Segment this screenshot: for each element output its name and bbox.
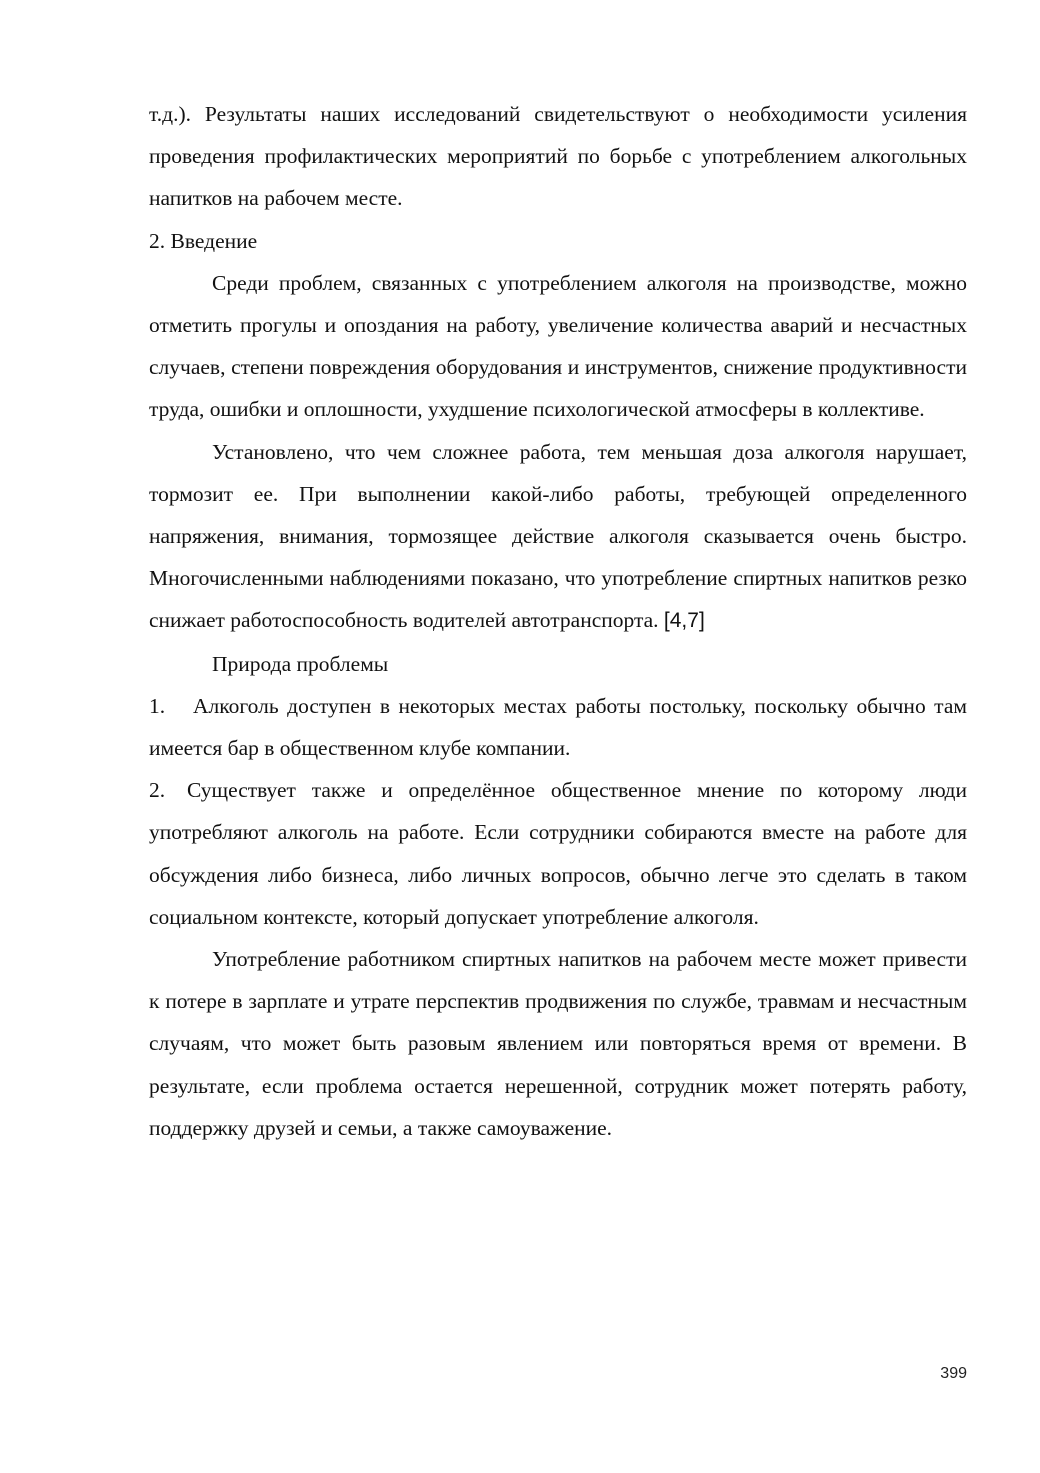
list-item-number: 1. — [149, 693, 166, 718]
paragraph-problems: Среди проблем, связанных с употреблением алкоголя на производстве, можно отметить прогулы и опоздания на работу, увеличение количества аварий и несчастных случаев, степени повреждения оборудования и инструментов, снижение продуктивности труда, ошибки и оплошности, ухудшение психологической атмосферы в коллективе. — [149, 270, 967, 422]
list-item-text: Существует также и определённое общественное мнение по которому люди употребляют алкоголь на работе. Если сотрудники собираются вместе на работе для обсуждения либо бизнеса, либо личных вопросов, обычно легче это сделать в таком социальном контексте, который допускает употребление алкоголя. — [149, 778, 967, 929]
document-body — [149, 93, 967, 1149]
list-item — [149, 685, 967, 769]
paragraph-consequences: Употребление работником спиртных напитков на рабочем месте может привести к потере в зарплате и утрате перспектив продвижения по службе, травмам и несчастным случаям, что может быть разовым явлением или повторяться время от времени. В результате, если проблема остается нерешенной, сотрудник может потерять работу, поддержку друзей и семьи, а также самоуважение. — [149, 947, 967, 1140]
paragraph-complexity-text: Установлено, что чем сложнее работа, тем меньшая доза алкоголя нарушает, тормозит ее. При выполнении какой-либо работы, требующей определенного напряжения, внимания, тормозящее действие алкоголя сказывается очень быстро. Многочисленными наблюдениями показано, что употребление спиртных напитков резко снижает работоспособность водителей автотранспорта. — [149, 439, 967, 633]
subheading: Природа проблемы — [212, 651, 389, 676]
list-item-text: Алкоголь доступен в некоторых местах работы постольку, поскольку обычно там имеется бар в общественном клубе компании. — [149, 693, 967, 761]
section-heading: 2. Введение — [149, 228, 258, 253]
paragraph-conclusion: т.д.). Результаты наших исследований свидетельствуют о необходимости усиления проведения профилактических мероприятий по борьбе с употреблением алкогольных напитков на рабочем месте. — [149, 102, 967, 211]
list-item-number: 2. — [149, 778, 166, 803]
paragraph-complexity — [149, 431, 967, 643]
list-item — [149, 769, 967, 938]
page-number: 399 — [940, 1365, 967, 1382]
citation: [4,7] — [663, 609, 705, 633]
